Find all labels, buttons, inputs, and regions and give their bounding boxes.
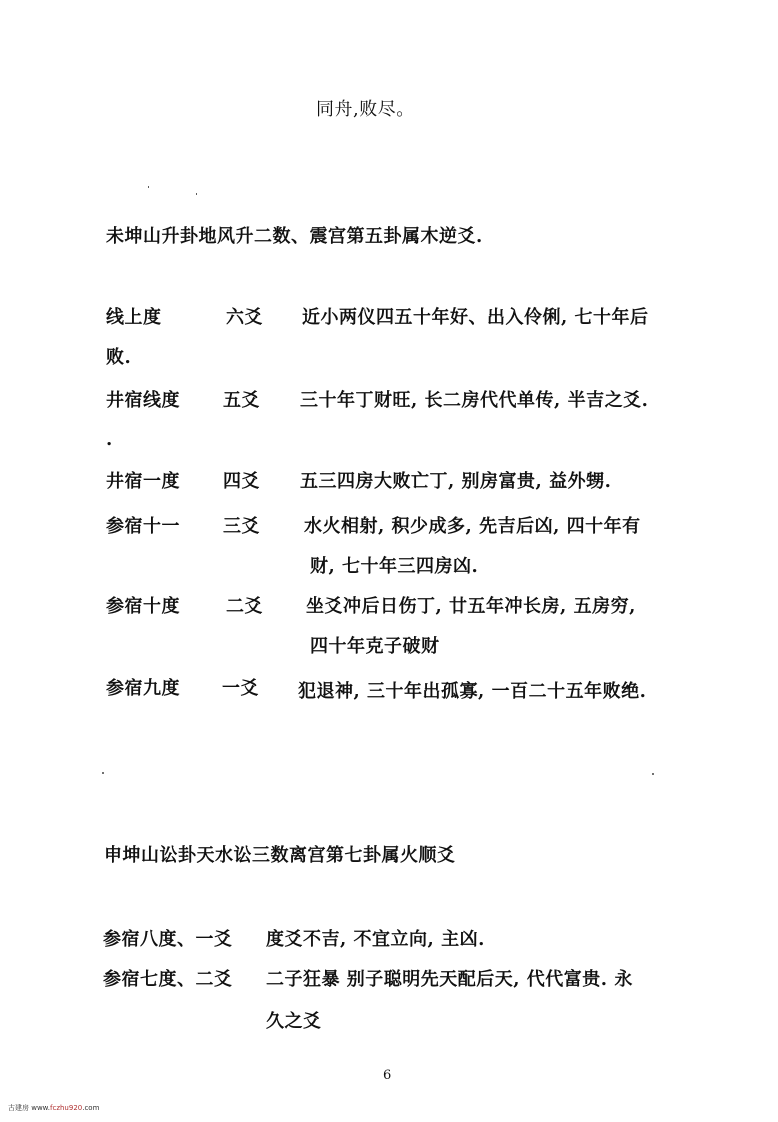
section1-row2-cont: . [106, 429, 113, 450]
intro-line: 同舟,败尽。 [316, 99, 415, 120]
footer-site-name: 古建房 [8, 1104, 29, 1112]
section1-row5-cont: 四十年克子破财 [310, 636, 440, 657]
section1-row4-position: 参宿十一 [106, 516, 180, 537]
scan-speck [148, 186, 149, 188]
section1-row4-text: 水火相射, 积少成多, 先吉后凶, 四十年有 [304, 516, 641, 537]
section1-row5-yao: 二爻 [226, 596, 263, 617]
section1-row6-text: 犯退神, 三十年出孤寡, 一百二十五年败绝. [298, 681, 647, 702]
section1-row2-text: 三十年丁财旺, 长二房代代单传, 半吉之爻. [300, 390, 649, 411]
section1-row5-position: 参宿十度 [106, 596, 180, 617]
section2-row1-text: 度爻不吉, 不宜立向, 主凶. [266, 929, 485, 950]
section1-row4-yao: 三爻 [223, 516, 260, 537]
page-number: 6 [383, 1068, 392, 1083]
section1-row2-position: 井宿线度 [106, 390, 180, 411]
section2-heading: 申坤山讼卦天水讼三数离宫第七卦属火顺爻 [104, 845, 456, 866]
section2-row2-label: 参宿七度、二爻 [103, 969, 233, 990]
section1-row3-yao: 四爻 [223, 471, 260, 492]
section1-row3-position: 井宿一度 [106, 471, 180, 492]
section1-row1-text: 近小两仪四五十年好、出入伶俐, 七十年后 [302, 307, 649, 328]
scan-speck [102, 772, 104, 774]
section1-row4-cont: 财, 七十年三四房凶. [310, 556, 479, 577]
section1-row3-text: 五三四房大败亡丁, 别房富贵, 益外甥. [300, 471, 612, 492]
scan-speck [652, 773, 654, 775]
section2-row1-label: 参宿八度、一爻 [103, 929, 233, 950]
section1-row6-yao: 一爻 [222, 678, 259, 699]
section1-row1-cont: 败. [106, 347, 132, 368]
section1-heading: 未坤山升卦地风升二数、震宫第五卦属木逆爻. [106, 226, 483, 247]
section2-row2-text: 二子狂暴 别子聪明先天配后天, 代代富贵. 永 [266, 969, 633, 990]
footer-watermark [8, 1104, 99, 1113]
section1-row1-yao: 六爻 [226, 307, 263, 328]
section1-row5-text: 坐爻冲后日伤丁, 廿五年冲长房, 五房穷, [306, 596, 636, 617]
section2-row2-cont: 久之爻 [266, 1011, 322, 1032]
section1-row2-yao: 五爻 [223, 390, 260, 411]
footer-url[interactable]: www.fczhu920.com [31, 1104, 100, 1112]
section1-row1-position: 线上度 [106, 307, 162, 328]
section1-row6-position: 参宿九度 [106, 678, 180, 699]
scan-speck [196, 193, 197, 195]
